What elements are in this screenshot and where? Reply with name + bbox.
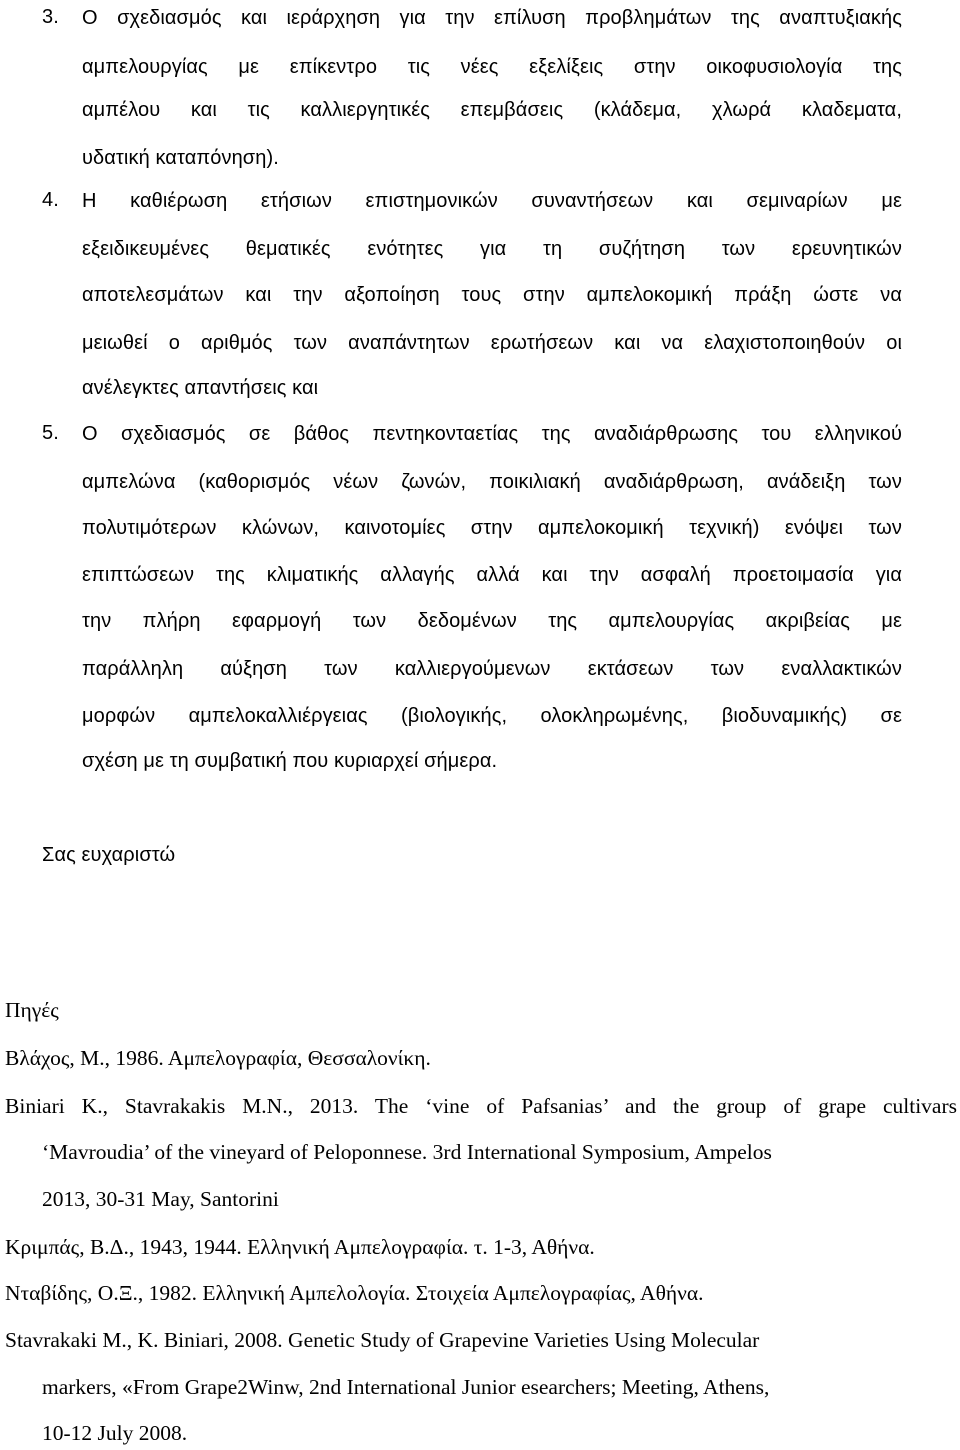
list-line: παράλληλη αύξηση των καλλιεργούμενων εκτάσεων των εναλλακτικών [82, 658, 902, 680]
reference-line: Κριμπάς, Β.Δ., 1943, 1944. Ελληνική Αμπελογραφία. τ. 1-3, Αθήνα. [5, 1235, 595, 1259]
reference-line: Biniari K., Stavrakakis M.N., 2013. The ‘vine of Pafsanias’ and the group of grape cultivars [5, 1094, 957, 1118]
list-line: επιπτώσεων της κλιματικής αλλαγής αλλά και την ασφαλή προετοιμασία για [82, 564, 902, 586]
list-line: ανέλεγκτες απαντήσεις και [82, 377, 319, 399]
list-number: 4. [42, 189, 59, 211]
reference-line: 10-12 July 2008. [42, 1421, 188, 1445]
list-line: αμπελουργίας με επίκεντρο τις νέες εξελίξεις στην οικοφυσιολογία της [82, 56, 902, 78]
list-line: Ο σχεδιασμός σε βάθος πεντηκονταετίας της αναδιάρθρωσης του ελληνικού [82, 423, 902, 445]
list-line: μορφών αμπελοκαλλιέργειας (βιολογικής, ολοκληρωμένης, βιοδυναμικής) σε [82, 705, 902, 727]
list-number: 3. [42, 6, 59, 28]
reference-line: Βλάχος, Μ., 1986. Αμπελογραφία, Θεσσαλονίκη. [5, 1046, 431, 1070]
list-line: Ο σχεδιασμός και ιεράρχηση για την επίλυση προβλημάτων της αναπτυξιακής [82, 7, 902, 29]
list-line: μειωθεί ο αριθμός των αναπάντητων ερωτήσεων και να ελαχιστοποιηθούν οι [82, 332, 902, 354]
list-line: σχέση με τη συμβατική που κυριαρχεί σήμερα. [82, 750, 498, 772]
reference-line: markers, «From Grape2Winw, 2nd International Junior esearchers; Meeting, Athens, [42, 1375, 770, 1399]
closing-thanks: Σας ευχαριστώ [42, 844, 176, 866]
list-line: αμπέλου και τις καλλιεργητικές επεμβάσεις (κλάδεμα, χλωρά κλαδεματα, [82, 99, 902, 121]
list-line: Η καθιέρωση ετήσιων επιστημονικών συναντήσεων και σεμιναρίων με [82, 190, 902, 212]
list-line: υδατική καταπόνηση). [82, 147, 279, 169]
reference-line: 2013, 30-31 May, Santorini [42, 1187, 279, 1211]
list-line: εξειδικευμένες θεματικές ενότητες για τη συζήτηση των ερευνητικών [82, 238, 902, 260]
reference-line: Stavrakaki M., K. Biniari, 2008. Genetic Study of Grapevine Varieties Using Molecular [5, 1328, 760, 1352]
sources-heading: Πηγές [5, 998, 59, 1022]
list-number: 5. [42, 422, 59, 444]
list-line: την πλήρη εφαρμογή των δεδομένων της αμπελουργίας ακριβείας με [82, 610, 902, 632]
list-line: αμπελώνα (καθορισμός νέων ζωνών, ποικιλιακή αναδιάρθρωση, ανάδειξη των [82, 471, 902, 493]
list-line: πολυτιμότερων κλώνων, καινοτομίες στην αμπελοκομική τεχνική) ενόψει των [82, 517, 902, 539]
reference-line: Νταβίδης, Ο.Ξ., 1982. Ελληνική Αμπελολογία. Στοιχεία Αμπελογραφίας, Αθήνα. [5, 1281, 704, 1305]
reference-line: ‘Mavroudia’ of the vineyard of Peloponnese. 3rd International Symposium, Ampelos [42, 1140, 772, 1164]
list-line: αποτελεσμάτων και την αξοποίηση τους στην αμπελοκομική πράξη ώστε να [82, 284, 902, 306]
